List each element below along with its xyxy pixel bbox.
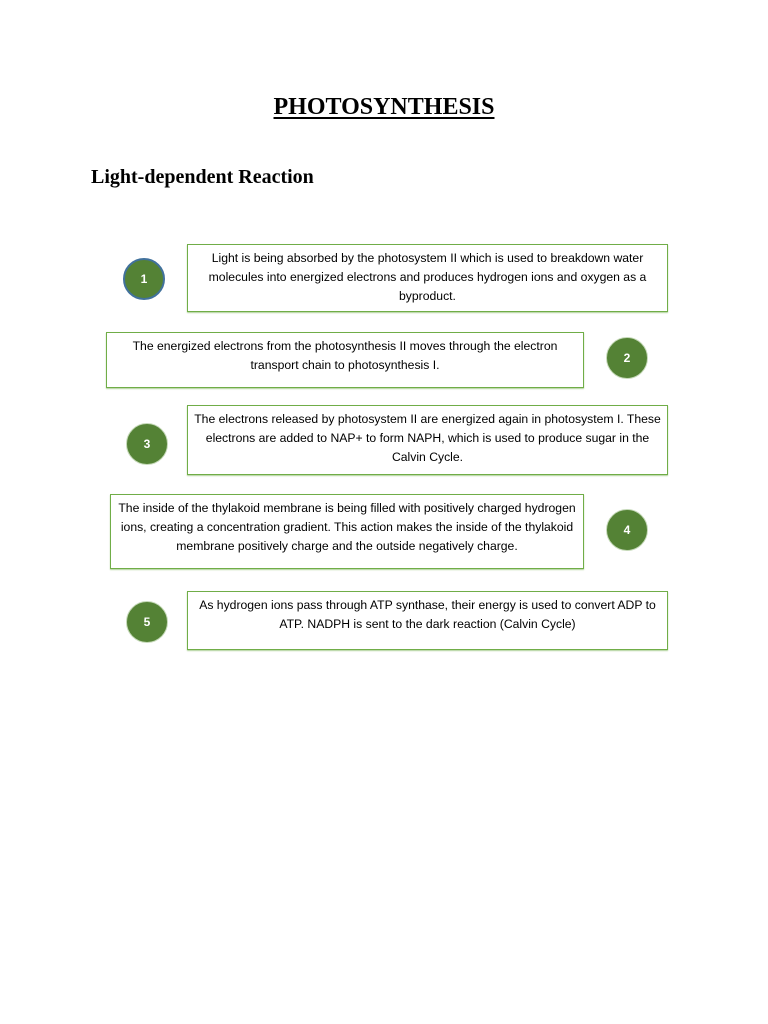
step-number-badge: 4 bbox=[606, 509, 648, 551]
step-text-box bbox=[187, 244, 668, 312]
step-text: Light is being absorbed by the photosystem II which is used to breakdown water molecules into energized electrons and produces hydrogen ions and oxygen as a byproduct. bbox=[208, 251, 647, 303]
step-text-box bbox=[106, 332, 584, 388]
step-number-badge: 3 bbox=[126, 423, 168, 465]
step-text: The energized electrons from the photosynthesis II moves through the electron transport chain to photosynthesis I. bbox=[132, 339, 558, 372]
page-title: PHOTOSYNTHESIS bbox=[273, 94, 495, 120]
step-number-badge: 2 bbox=[606, 337, 648, 379]
step-text: The electrons released by photosystem II are energized again in photosystem I. These electrons are added to NAP+ to form NAPH, which is used to produce sugar in the Calvin Cycle. bbox=[194, 412, 661, 464]
step-number-badge: 5 bbox=[126, 601, 168, 643]
step-text-box bbox=[187, 591, 668, 650]
step-text: As hydrogen ions pass through ATP synthase, their energy is used to convert ADP to ATP. NADPH is sent to the dark reaction (Calvin Cycle) bbox=[199, 598, 656, 631]
step-text: The inside of the thylakoid membrane is being filled with positively charged hydrogen ions, creating a concentration gradient. This action makes the inside of the thylakoid membrane positively charge and the outside negatively charge. bbox=[118, 501, 576, 553]
step-text-box bbox=[110, 494, 584, 569]
step-text-box bbox=[187, 405, 668, 475]
step-number-badge: 1 bbox=[123, 258, 165, 300]
section-heading: Light-dependent Reaction bbox=[91, 166, 314, 188]
